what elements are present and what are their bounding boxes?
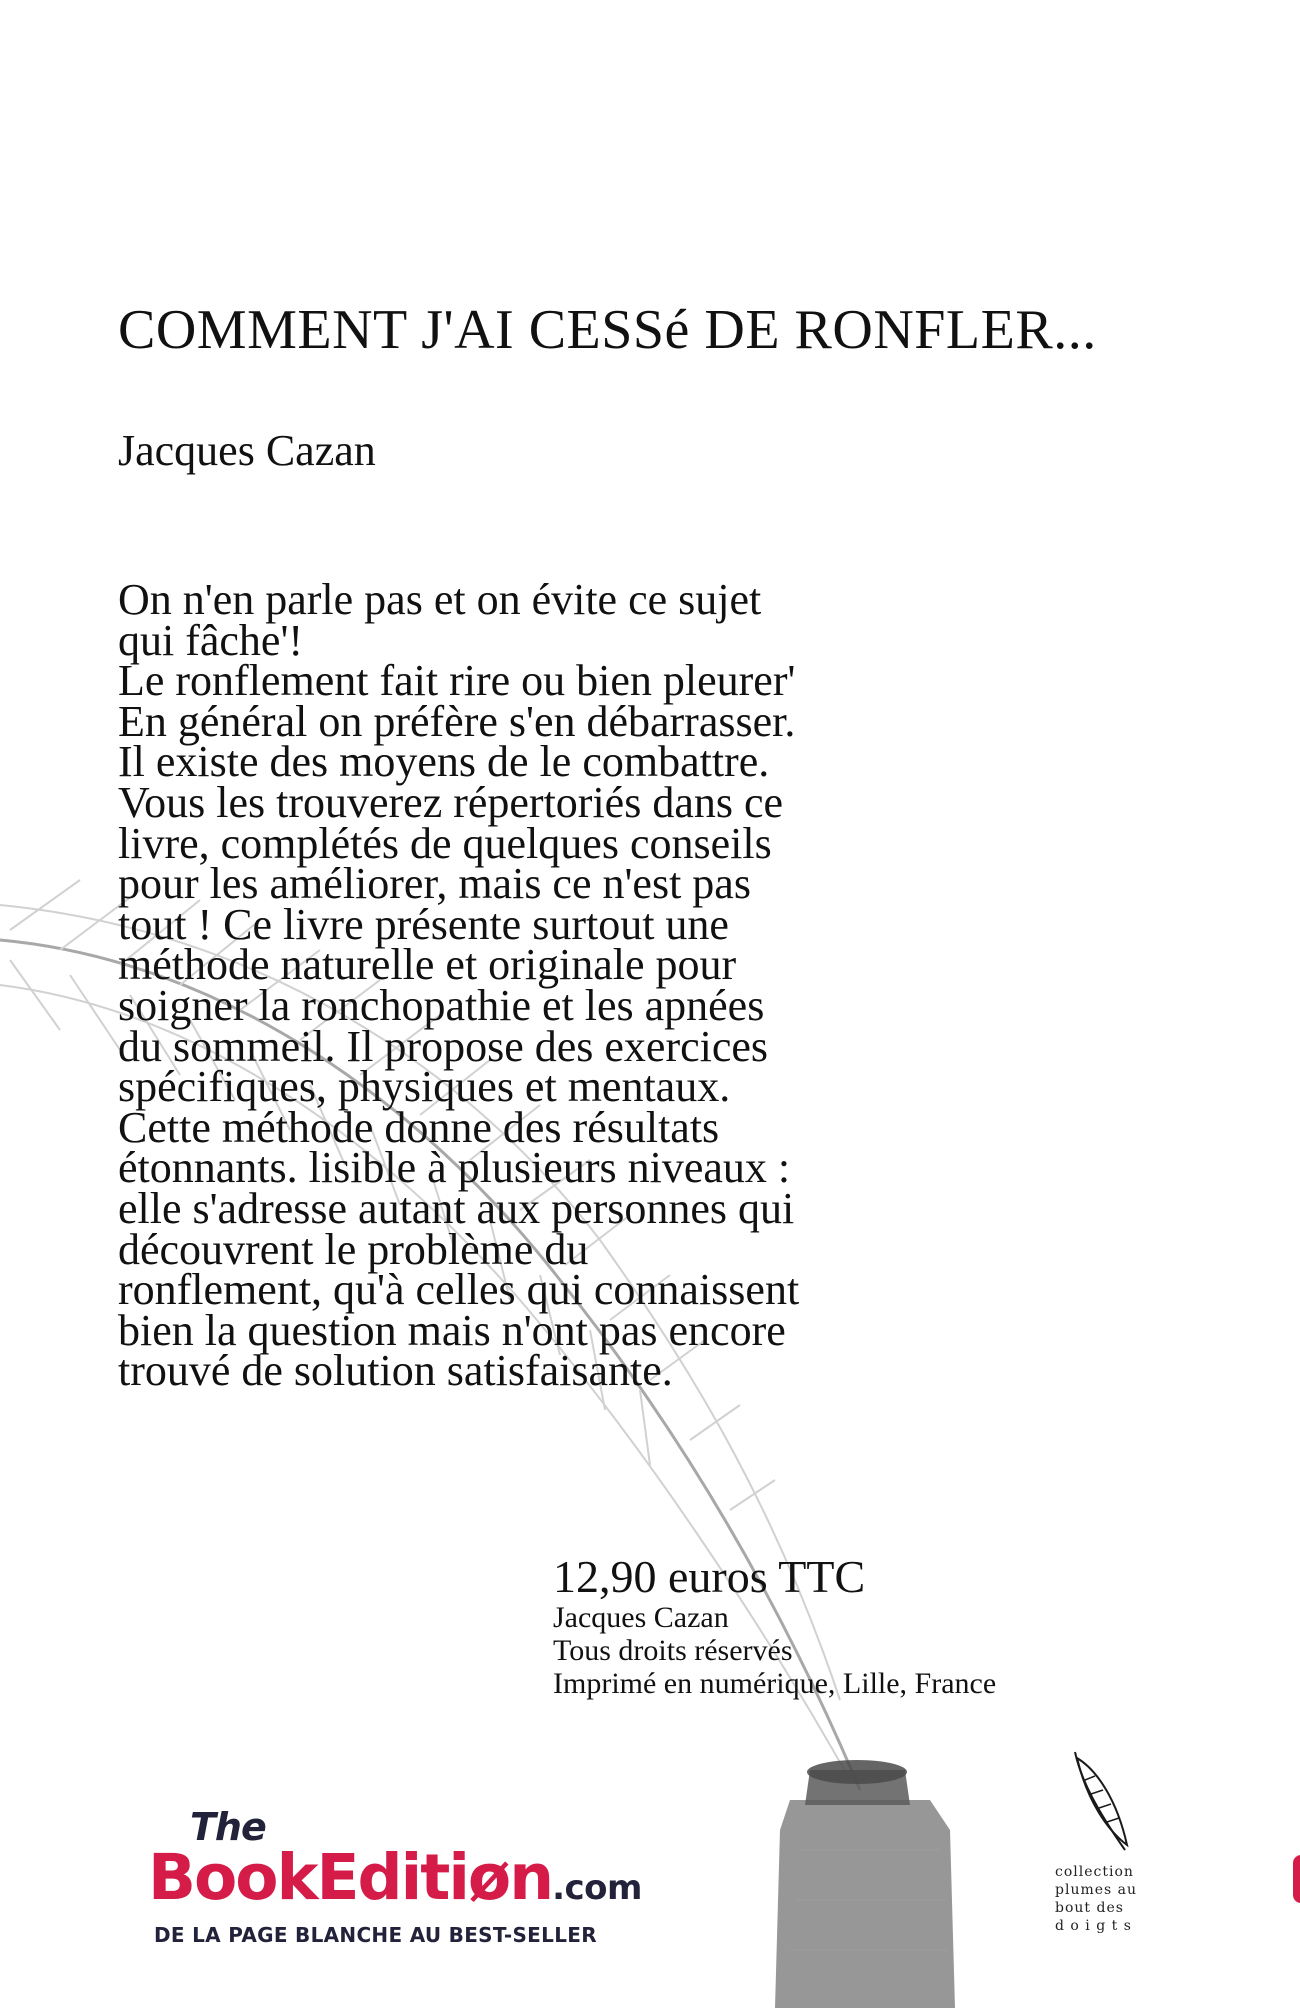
book-title: COMMENT J'AI CESSé DE RONFLER... (118, 299, 1097, 361)
collection-mark (1055, 1750, 1165, 1940)
price: 12,90 euros TTC (553, 1551, 866, 1602)
feather-icon (1067, 1750, 1137, 1860)
blurb-line: Il existe des moyens de le combattre. (118, 737, 770, 787)
blurb-line: bien la question mais n'ont pas encore (118, 1305, 786, 1355)
publisher-brand (148, 1841, 642, 1914)
blurb-line: soigner la ronchopathie et les apnées (118, 980, 765, 1030)
imprint-block (553, 1553, 996, 1700)
inkwell-illustration (775, 1760, 955, 2008)
collection-line: bout des (1055, 1900, 1124, 1916)
blurb-line: livre, complétés de quelques conseils (118, 818, 772, 868)
imprint-rights: Tous droits réservés (553, 1634, 793, 1667)
blurb-line: du sommeil. Il propose des exercices (118, 1021, 769, 1071)
blurb-line: On n'en parle pas et on évite ce sujet (118, 575, 762, 624)
blurb-line: Vous les trouverez répertoriés dans ce (118, 777, 784, 827)
blurb-line: étonnants. lisible à plusieurs niveaux : (118, 1143, 791, 1193)
collection-label (1055, 1863, 1185, 1935)
blurb-line: Le ronflement fait rire ou bien pleurer' (118, 656, 796, 706)
book-blurb (118, 575, 998, 1396)
blurb-line: elle s'adresse autant aux personnes qui (118, 1183, 795, 1233)
publisher-tagline: DE LA PAGE BLANCHE AU BEST-SELLER (154, 1923, 597, 1947)
book-author: Jacques Cazan (118, 426, 376, 475)
blurb-line: trouvé de solution satisfaisante. (118, 1346, 673, 1396)
imprint-author: Jacques Cazan (553, 1601, 729, 1634)
collection-line: plumes au (1055, 1882, 1138, 1898)
blurb-line: pour les améliorer, mais ce n'est pas (118, 859, 751, 909)
blurb-line: En général on préfère s'en débarrasser. (118, 696, 796, 746)
blurb-line: spécifiques, physiques et mentaux. (118, 1062, 731, 1112)
blurb-line: découvrent le problème du (118, 1224, 589, 1274)
blurb-line: ronflement, qu'à celles qui connaissent (118, 1265, 800, 1315)
publisher-the: The (190, 1805, 266, 1849)
blurb-line: méthode naturelle et originale pour (118, 940, 737, 990)
collection-line: collection (1055, 1864, 1134, 1880)
publisher-logo (148, 1805, 708, 1955)
blurb-line: qui fâche'! (118, 615, 304, 665)
blurb-line: tout ! Ce livre présente surtout une (118, 899, 729, 949)
blurb-line: Cette méthode donne des résultats (118, 1102, 720, 1152)
imprint-printed: Imprimé en numérique, Lille, France (553, 1667, 997, 1700)
collection-line: d o i g t s (1055, 1918, 1132, 1934)
publisher-brand-name: BookEditiøn (148, 1841, 553, 1914)
edge-mark (1293, 1855, 1300, 1903)
publisher-domain: .com (552, 1868, 642, 1908)
